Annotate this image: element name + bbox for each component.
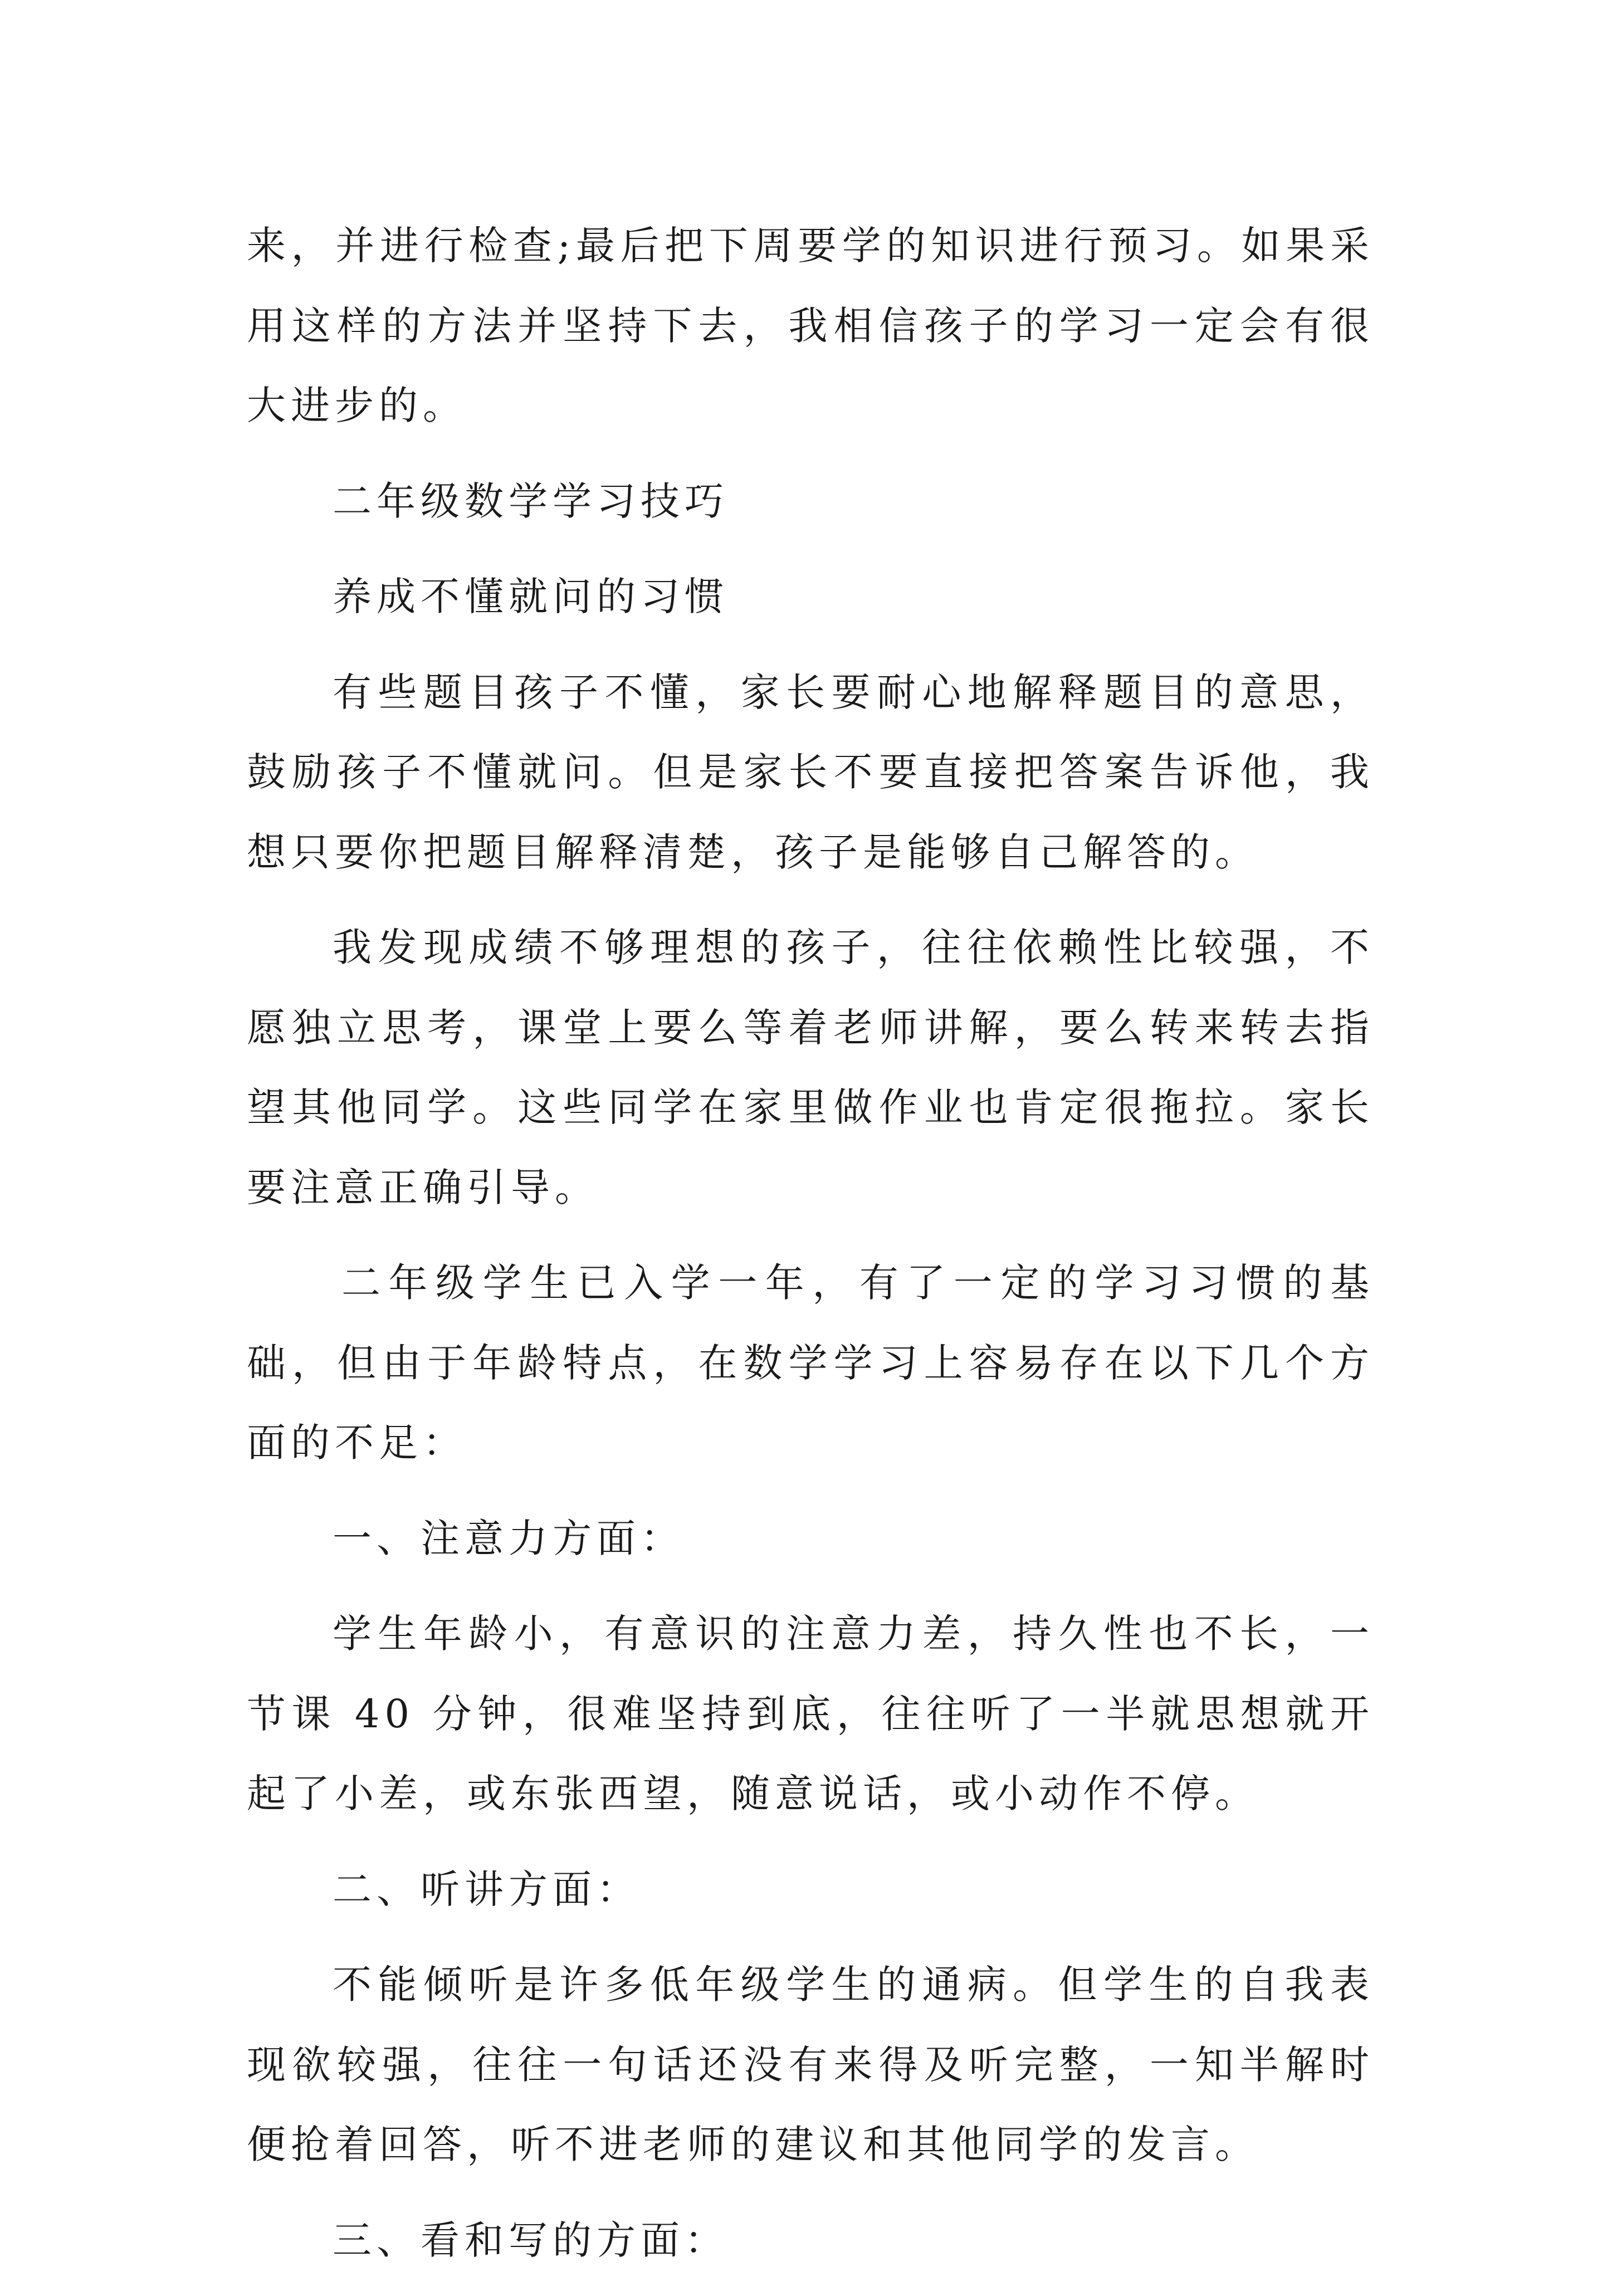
- paragraph-continued-text: 来，并进行检查;最后把下周要学的知识进行预习。如果采用这样的方法并坚持下去，我相信孩子的学习一定会有很大进步的。: [247, 223, 1374, 428]
- document-body: [247, 206, 1374, 2296]
- section-heading: 二年级数学学习技巧: [333, 478, 729, 524]
- list-heading-attention: 一、注意力方面：: [333, 1515, 685, 1561]
- paragraph-dependency: 我发现成绩不够理想的孩子，往往依赖性比较强，不愿独立思考，课堂上要么等着老师讲解，要么转来转去指望其他同学。这些同学在家里做作业也肯定很拖拉。家长要注意正确引导。: [247, 925, 1374, 1210]
- paragraph-attention: 学生年龄小，有意识的注意力差，持久性也不长，一节课 40 分钟，很难坚持到底，往往听了一半就思想就开起了小差，或东张西望，随意说话，或小动作不停。: [247, 1611, 1374, 1816]
- paragraph-ask-questions: 有些题目孩子不懂，家长要耐心地解释题目的意思，鼓励孩子不懂就问。但是家长不要直接把答案告诉他，我想只要你把题目解释清楚，孩子是能够自己解答的。: [247, 669, 1374, 875]
- paragraph-second-grade-intro: 二年级学生已入学一年，有了一定的学习习惯的基础，但由于年龄特点，在数学学习上容易存在以下几个方面的不足：: [247, 1260, 1374, 1465]
- list-heading-listening: 二、听讲方面：: [333, 1866, 641, 1912]
- subsection-heading: 养成不懂就问的习惯: [333, 574, 729, 619]
- paragraph-listening: 不能倾听是许多低年级学生的通病。但学生的自我表现欲较强，往往一句话还没有来得及听完整，一知半解时便抢着回答，听不进老师的建议和其他同学的发言。: [247, 1962, 1374, 2167]
- list-heading-reading-writing: 三、看和写的方面：: [333, 2217, 729, 2263]
